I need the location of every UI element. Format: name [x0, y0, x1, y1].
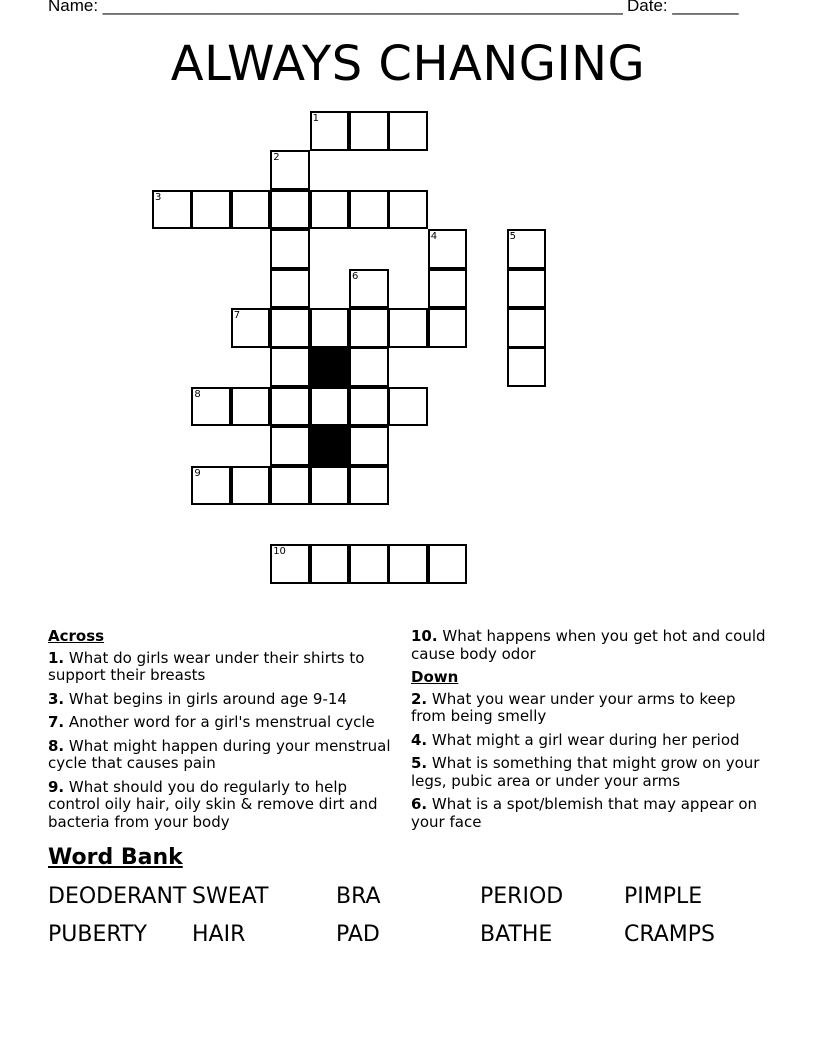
- puzzle-title: ALWAYS CHANGING: [170, 36, 646, 92]
- grid-cell[interactable]: [310, 190, 350, 230]
- clue-down-2: [411, 691, 766, 726]
- clue-across-10: [411, 628, 766, 663]
- grid-cell[interactable]: [428, 544, 468, 584]
- word-bank-item: CRAMPS: [624, 922, 716, 947]
- clue-number: 6.: [411, 795, 428, 813]
- cell-number: 8: [194, 388, 201, 400]
- clue-number: 2.: [411, 689, 428, 708]
- grid-cell[interactable]: [270, 387, 310, 427]
- grid-cell[interactable]: [349, 426, 389, 466]
- grid-cell[interactable]: [152, 190, 192, 230]
- clue-number: 1.: [48, 648, 65, 667]
- clue-text: What do girls wear under their shirts to support their breasts: [48, 648, 365, 684]
- grid-cell[interactable]: [270, 426, 310, 466]
- grid-cell[interactable]: [349, 190, 389, 230]
- grid-cell[interactable]: [270, 150, 310, 190]
- clue-down-4: [411, 732, 766, 750]
- word-bank-item: PAD: [336, 922, 380, 947]
- date-field[interactable]: Date: _______: [627, 0, 739, 15]
- word-bank-item: BATHE: [480, 922, 553, 947]
- clue-text: What begins in girls around age 9-14: [68, 689, 347, 708]
- grid-cell[interactable]: [428, 229, 468, 269]
- grid-cell[interactable]: [191, 387, 231, 427]
- grid-cell[interactable]: [310, 544, 350, 584]
- word-bank-item: PUBERTY: [48, 922, 147, 947]
- grid-cell[interactable]: [349, 387, 389, 427]
- grid-cell[interactable]: [270, 190, 310, 230]
- word-bank-item: BRA: [336, 884, 381, 909]
- grid-cell[interactable]: [388, 111, 428, 151]
- cell-number: 9: [194, 467, 201, 479]
- grid-cell[interactable]: [388, 190, 428, 230]
- grid-cell[interactable]: [428, 308, 468, 348]
- word-bank-item: HAIR: [192, 922, 246, 947]
- grid-cell[interactable]: [231, 190, 271, 230]
- clue-text: What is a spot/blemish that may appear on your face: [411, 795, 757, 831]
- name-field[interactable]: Name: _______________________________________________________: [48, 0, 623, 15]
- grid-cell[interactable]: [507, 308, 547, 348]
- clue-down-6: [411, 796, 766, 831]
- clue-text: What is something that might grow on your legs, pubic area or under your arms: [411, 754, 760, 790]
- cell-number: 10: [273, 546, 286, 558]
- grid-cell[interactable]: [507, 347, 547, 387]
- cell-number: 4: [430, 231, 438, 243]
- clue-across-3: [48, 691, 398, 709]
- grid-cell[interactable]: [270, 347, 310, 387]
- grid-cell[interactable]: [428, 269, 468, 309]
- clue-across-8: [48, 738, 398, 773]
- clue-text: What happens when you get hot and could cause body odor: [411, 627, 766, 663]
- clue-number: 8.: [48, 736, 65, 755]
- grid-cell[interactable]: [349, 544, 389, 584]
- clue-column-left: [48, 628, 398, 837]
- grid-cell[interactable]: [231, 466, 271, 506]
- grid-cell[interactable]: [270, 466, 310, 506]
- cell-number: 5: [509, 231, 516, 243]
- grid-cell[interactable]: [349, 466, 389, 506]
- down-heading: Down: [411, 668, 459, 686]
- grid-cell[interactable]: [310, 111, 350, 151]
- grid-cell[interactable]: [349, 269, 389, 309]
- word-bank-title: Word Bank: [48, 845, 183, 870]
- cell-number: 3: [155, 191, 162, 203]
- clue-number: 7.: [48, 713, 65, 731]
- clue-text: What should you do regularly to help control oily hair, oily skin & remove dirt and bacteria from your body: [48, 777, 378, 831]
- grid-cell[interactable]: [349, 347, 389, 387]
- grid-cell[interactable]: [310, 466, 350, 506]
- grid-cell[interactable]: [349, 308, 389, 348]
- grid-cell[interactable]: [310, 308, 350, 348]
- black-cell: [310, 426, 350, 466]
- black-cell: [310, 347, 350, 387]
- grid-cell[interactable]: [270, 308, 310, 348]
- word-bank-item: PERIOD: [480, 884, 564, 909]
- grid-cell[interactable]: [507, 269, 547, 309]
- word-bank-item: PIMPLE: [624, 884, 703, 909]
- cell-number: 2: [273, 152, 280, 164]
- clue-column-right: [411, 628, 766, 837]
- clue-text: Another word for a girl's menstrual cycle: [68, 713, 375, 731]
- clue-number: 9.: [48, 777, 65, 796]
- grid-cell[interactable]: [231, 308, 271, 348]
- grid-cell[interactable]: [191, 466, 231, 506]
- grid-cell[interactable]: [270, 229, 310, 269]
- clue-text: What might happen during your menstrual cycle that causes pain: [48, 736, 391, 772]
- clue-text: What you wear under your arms to keep from being smelly: [411, 689, 736, 725]
- clue-number: 10.: [411, 627, 438, 645]
- grid-cell[interactable]: [388, 308, 428, 348]
- cell-number: 1: [312, 113, 319, 124]
- grid-cell[interactable]: [270, 269, 310, 309]
- word-bank-item: SWEAT: [192, 884, 269, 909]
- grid-cell[interactable]: [388, 544, 428, 584]
- cell-number: 6: [352, 270, 359, 282]
- clue-number: 3.: [48, 689, 65, 708]
- grid-cell[interactable]: [388, 387, 428, 427]
- clue-across-9: [48, 779, 398, 832]
- grid-cell[interactable]: [349, 111, 389, 151]
- across-heading: Across: [48, 627, 105, 645]
- clue-number: 4.: [411, 730, 428, 749]
- grid-cell[interactable]: [310, 387, 350, 427]
- clue-across-7: [48, 714, 398, 732]
- word-bank-item: DEODERANT: [48, 884, 187, 909]
- clue-text: What might a girl wear during her period: [431, 730, 740, 749]
- clue-across-1: [48, 650, 398, 685]
- clue-number: 5.: [411, 754, 428, 772]
- grid-cell[interactable]: [507, 229, 547, 269]
- grid-cell[interactable]: [270, 544, 310, 584]
- cell-number: 7: [233, 310, 241, 321]
- grid-cell[interactable]: [231, 387, 271, 427]
- clue-down-5: [411, 755, 766, 790]
- grid-cell[interactable]: [191, 190, 231, 230]
